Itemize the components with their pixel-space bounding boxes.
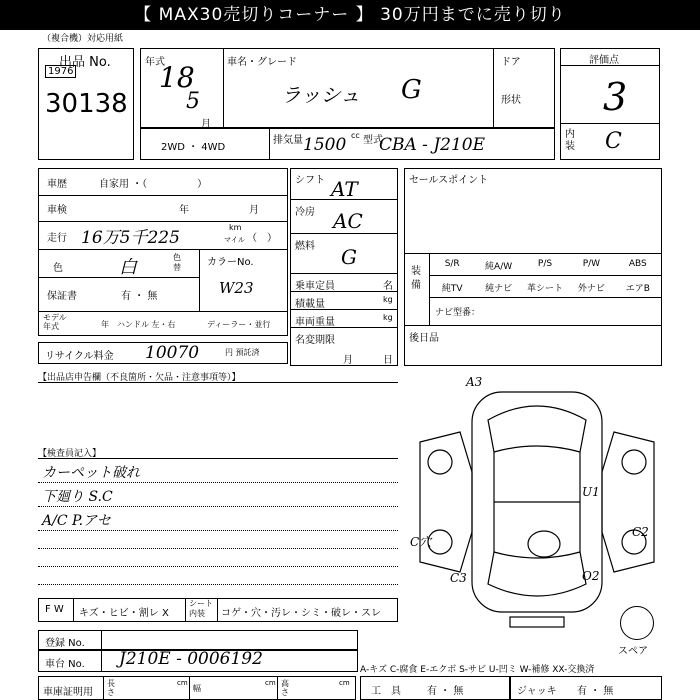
- dealer-label: ディーラー・並行: [207, 320, 271, 329]
- mileage-label: 走行: [47, 233, 67, 244]
- right-front-wheel: [622, 450, 646, 474]
- shift-value: AT: [331, 177, 358, 201]
- history-value: 自家用 ・（ ）: [99, 179, 208, 190]
- recycle-label: リサイクル料金: [45, 351, 114, 362]
- spec-table: [290, 168, 398, 366]
- grade-value: G: [401, 75, 422, 105]
- color-value: 白: [119, 257, 137, 278]
- jack-row: [510, 676, 662, 700]
- damage-circle-1: [528, 531, 560, 557]
- mark-o2: O2: [582, 569, 600, 583]
- mile-unit: マイル: [224, 236, 245, 244]
- equipment-row2-item-3: 外ナビ: [577, 284, 605, 294]
- navi-label: ナビ型番：: [435, 308, 481, 318]
- inspection-month: 月: [249, 205, 259, 216]
- year-value: 18: [159, 61, 195, 94]
- score-box: [560, 48, 660, 160]
- weight-unit: kg: [383, 313, 393, 322]
- equipment-row1-item-1: 純A/W: [485, 262, 513, 272]
- spare-label: スペア: [618, 646, 648, 657]
- car-info-box: [140, 48, 555, 128]
- displacement-value: 1500: [303, 135, 347, 155]
- inspector-label: 【検査員記入】: [38, 449, 102, 459]
- recycle-unit: 円 預託済: [225, 348, 260, 357]
- equipment-label: 装備: [411, 266, 421, 291]
- chassis-value: J210E - 0006192: [119, 649, 263, 669]
- interior-label: 内装: [565, 129, 575, 152]
- equipment-row1-item-0: S/R: [444, 259, 460, 269]
- weight-label: 車両重量: [295, 317, 335, 328]
- lot-sub: 1976: [45, 65, 76, 78]
- fw-items: キズ・ヒビ・割レ X: [79, 608, 169, 619]
- length-label: 長さ: [107, 679, 115, 697]
- mileage-value: 16万5千225: [81, 228, 180, 248]
- load-unit: kg: [383, 295, 393, 304]
- month-suffix: 月: [201, 119, 211, 130]
- cc-unit: cc: [351, 131, 360, 140]
- fw-label: F W: [45, 604, 64, 615]
- model-value: CBA - J210E: [379, 135, 486, 155]
- equipment-row1-item-3: P/W: [582, 259, 601, 269]
- name-value: ラッシュ: [281, 83, 361, 107]
- name-change-label: 名変期限: [295, 335, 335, 346]
- declaration-label: 【出品店申告欄（不良箇所・欠品・注意事項等）】: [38, 373, 241, 383]
- left-rear-wheel: [428, 530, 452, 554]
- color-no-value: W23: [219, 279, 254, 297]
- jack-label: ジャッキ: [517, 686, 557, 697]
- length-cm: cm: [177, 679, 188, 687]
- right-side-outline: [602, 432, 654, 572]
- mark-c2: C2: [632, 525, 649, 539]
- load-label: 積載量: [295, 299, 325, 310]
- trunk-outline: [488, 552, 586, 596]
- shape-label: 形状: [501, 95, 521, 106]
- lot-label: 出品 No.: [59, 55, 111, 70]
- chassis-label: 車台 No.: [45, 659, 85, 670]
- legend: A-キズ C-腐食 E-エクボ S-サビ U-凹ミ W-補修 XX-交換済: [360, 665, 595, 675]
- km-unit: km: [229, 223, 242, 232]
- recycle-box: [38, 342, 288, 364]
- inspection-year: 年: [179, 205, 189, 216]
- mark-c3: C3: [450, 571, 467, 585]
- rear-bumper: [510, 617, 564, 627]
- lot-box: [38, 48, 134, 160]
- drive-label: 2WD ・ 4WD: [161, 142, 226, 153]
- warranty-value: 有 ・ 無: [121, 291, 158, 302]
- garage-row: [38, 676, 356, 700]
- tools-value: 有 ・ 無: [427, 686, 464, 697]
- model-year-year: 年: [101, 320, 109, 329]
- inspector-line-3: A/C P.アセ: [42, 513, 111, 529]
- left-front-wheel: [428, 450, 452, 474]
- sales-point-label: セールスポイント: [409, 175, 489, 186]
- inspector-line-1: カーペット破れ: [42, 465, 140, 481]
- year-label: 年式: [145, 57, 165, 68]
- mark-a3: A3: [466, 375, 483, 389]
- score-label: 評価点: [589, 55, 619, 66]
- equipment-row1-item-2: P/S: [537, 259, 553, 269]
- equipment-row2-item-1: 純ナビ: [485, 284, 513, 294]
- lot-number: 30138: [45, 89, 128, 119]
- month-value: 5: [186, 89, 200, 114]
- shift-label: シフト: [295, 175, 325, 186]
- detail-table: [38, 168, 288, 336]
- fw-rest: コゲ・穴・汚レ・シミ・破レ・スレ: [221, 608, 381, 619]
- color-no-label: カラーNo.: [207, 257, 254, 268]
- tools-label: 工 具: [371, 686, 401, 697]
- mark-u1: U1: [582, 485, 600, 499]
- color-label: 色: [53, 263, 63, 274]
- door-label: ドア: [501, 57, 521, 68]
- warranty-label: 保証書: [47, 291, 77, 302]
- capacity-label: 乗車定員: [295, 281, 335, 292]
- width-label: 幅: [193, 684, 201, 693]
- model-year-label: モデル年式: [43, 313, 67, 331]
- name-change-day: 日: [383, 355, 393, 366]
- width-cm: cm: [265, 679, 276, 687]
- chassis-row: [38, 650, 358, 672]
- post-date-label: 後日品: [409, 333, 439, 344]
- interior-value: C: [605, 129, 622, 154]
- mark-c-hole: C穴: [410, 535, 432, 549]
- hood-outline: [488, 406, 586, 452]
- inspector-line-2: 下廻り S.C: [42, 489, 113, 505]
- car-diagram: [410, 372, 670, 632]
- history-label: 車歴: [47, 179, 67, 190]
- mileage-paren: （ ）: [247, 233, 277, 244]
- spare-tire-icon: [620, 606, 654, 640]
- handle-label: ハンドル 左・右: [117, 320, 176, 329]
- ac-label: 冷房: [295, 207, 315, 218]
- equipment-row2-item-4: エアB: [625, 284, 650, 294]
- jack-value: 有 ・ 無: [577, 686, 614, 697]
- registration-row: [38, 630, 358, 650]
- garage-label: 車庫証明用: [43, 687, 93, 698]
- equipment-row2-item-2: 革シート: [526, 284, 563, 294]
- ac-value: AC: [333, 209, 363, 233]
- fw-row: [38, 598, 398, 622]
- height-label: 高さ: [281, 679, 289, 697]
- inspection-label: 車検: [47, 205, 67, 216]
- height-cm: cm: [339, 679, 350, 687]
- displacement-label: 排気量: [273, 135, 303, 146]
- header-banner: 【 MAX30売切りコーナー 】 30万円までに売り切り: [0, 0, 700, 30]
- tools-row: [360, 676, 510, 700]
- fuel-label: 燃料: [295, 241, 315, 252]
- top-note: （複合機）対応用紙: [42, 34, 124, 44]
- capacity-unit: 名: [383, 281, 393, 292]
- seat-label: シート内装: [189, 599, 213, 618]
- color-change-label: 色替: [173, 253, 181, 272]
- recycle-value: 10070: [145, 343, 200, 363]
- name-label: 車名・グレード: [227, 57, 297, 68]
- drive-row: [140, 128, 555, 160]
- fuel-value: G: [341, 245, 357, 269]
- name-change-month: 月: [343, 355, 353, 366]
- sales-equipment-box: [404, 168, 662, 366]
- equipment-row2-item-0: 純TV: [441, 284, 463, 294]
- registration-label: 登録 No.: [45, 638, 85, 649]
- left-side-outline: [420, 432, 472, 572]
- model-label: 型式: [363, 135, 383, 146]
- score-value: 3: [603, 75, 628, 119]
- equipment-row1-item-4: ABS: [628, 259, 647, 269]
